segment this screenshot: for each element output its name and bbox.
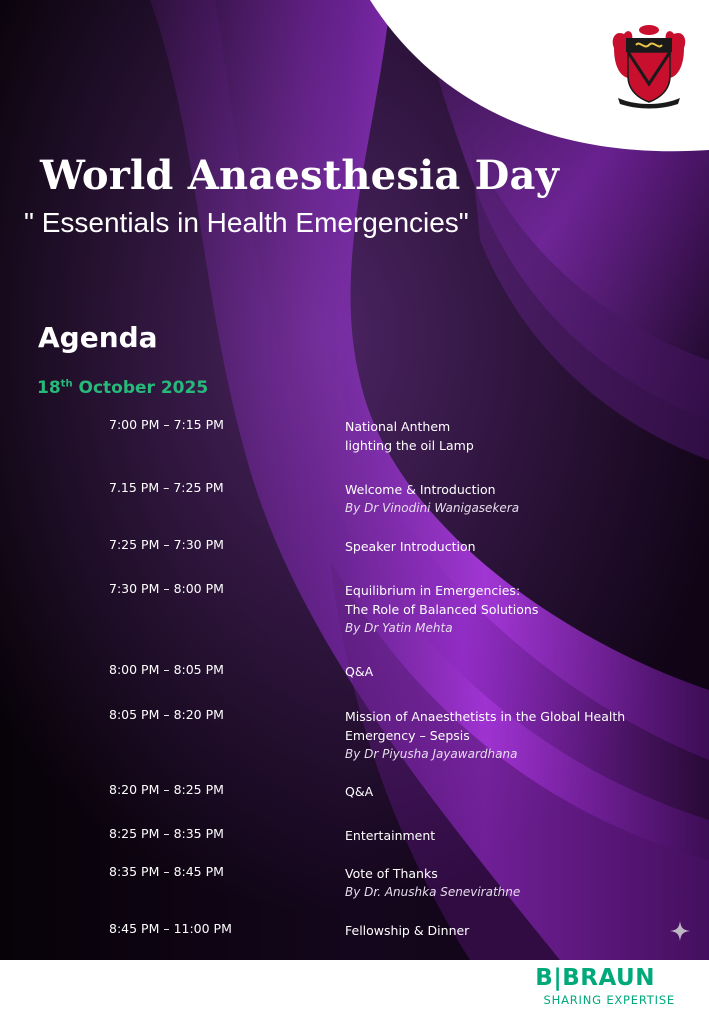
agenda-time: 8:35 PM – 8:45 PM: [109, 864, 224, 879]
agenda-title-line: The Role of Balanced Solutions: [345, 602, 539, 617]
agenda-title-line: Entertainment: [345, 828, 436, 843]
agenda-time: 8:05 PM – 8:20 PM: [109, 707, 224, 722]
agenda-details: [345, 707, 675, 764]
society-crest-icon: [606, 18, 692, 110]
agenda-details: [345, 581, 675, 638]
agenda-title-line: lighting the oil Lamp: [345, 438, 474, 453]
agenda-title-line: Mission of Anaesthetists in the Global Health: [345, 709, 626, 724]
agenda-time: 7:00 PM – 7:15 PM: [109, 417, 224, 432]
agenda-details: [345, 864, 675, 902]
footer: [0, 960, 709, 1024]
agenda-title-line: Emergency – Sepsis: [345, 728, 470, 743]
agenda-heading: Agenda: [38, 321, 158, 354]
agenda-details: [345, 480, 675, 518]
agenda-details: [345, 662, 675, 681]
event-date: [37, 378, 208, 398]
agenda-time: 8:00 PM – 8:05 PM: [109, 662, 224, 677]
event-date-day: 18: [37, 378, 61, 398]
agenda-speaker: By Dr Piyusha Jayawardhana: [345, 747, 518, 761]
sparkle-icon: [670, 921, 690, 941]
agenda-time: 7:25 PM – 7:30 PM: [109, 537, 224, 552]
agenda-time: 7.15 PM – 7:25 PM: [109, 480, 224, 495]
agenda-time: 8:20 PM – 8:25 PM: [109, 782, 224, 797]
agenda-details: [345, 537, 675, 556]
agenda-title-line: Speaker Introduction: [345, 539, 476, 554]
agenda-time: 7:30 PM – 8:00 PM: [109, 581, 224, 596]
agenda-details: [345, 782, 675, 801]
brand-logo: B|BRAUN: [535, 965, 655, 991]
event-date-suffix: th: [60, 378, 73, 390]
agenda-title-line: Equilibrium in Emergencies:: [345, 583, 521, 598]
agenda-time: 8:45 PM – 11:00 PM: [109, 921, 232, 936]
agenda-speaker: By Dr Yatin Mehta: [345, 621, 453, 635]
agenda-details: [345, 417, 675, 455]
brand-tagline: SHARING EXPERTISE: [543, 993, 675, 1007]
agenda-speaker: By Dr Vinodini Wanigasekera: [345, 501, 520, 515]
agenda-details: [345, 826, 675, 845]
agenda-title-line: Fellowship & Dinner: [345, 923, 470, 938]
poster-subtitle: " Essentials in Health Emergencies": [24, 207, 469, 238]
agenda-title-line: National Anthem: [345, 419, 451, 434]
agenda-title-line: Q&A: [345, 784, 374, 799]
agenda-title-line: Q&A: [345, 664, 374, 679]
agenda-time: 8:25 PM – 8:35 PM: [109, 826, 224, 841]
agenda-speaker: By Dr. Anushka Senevirathne: [345, 885, 521, 899]
agenda-details: [345, 921, 675, 940]
event-date-rest: October 2025: [72, 378, 209, 398]
poster-title: World Anaesthesia Day: [40, 152, 560, 199]
agenda-title-line: Vote of Thanks: [345, 866, 438, 881]
agenda-title-line: Welcome & Introduction: [345, 482, 496, 497]
